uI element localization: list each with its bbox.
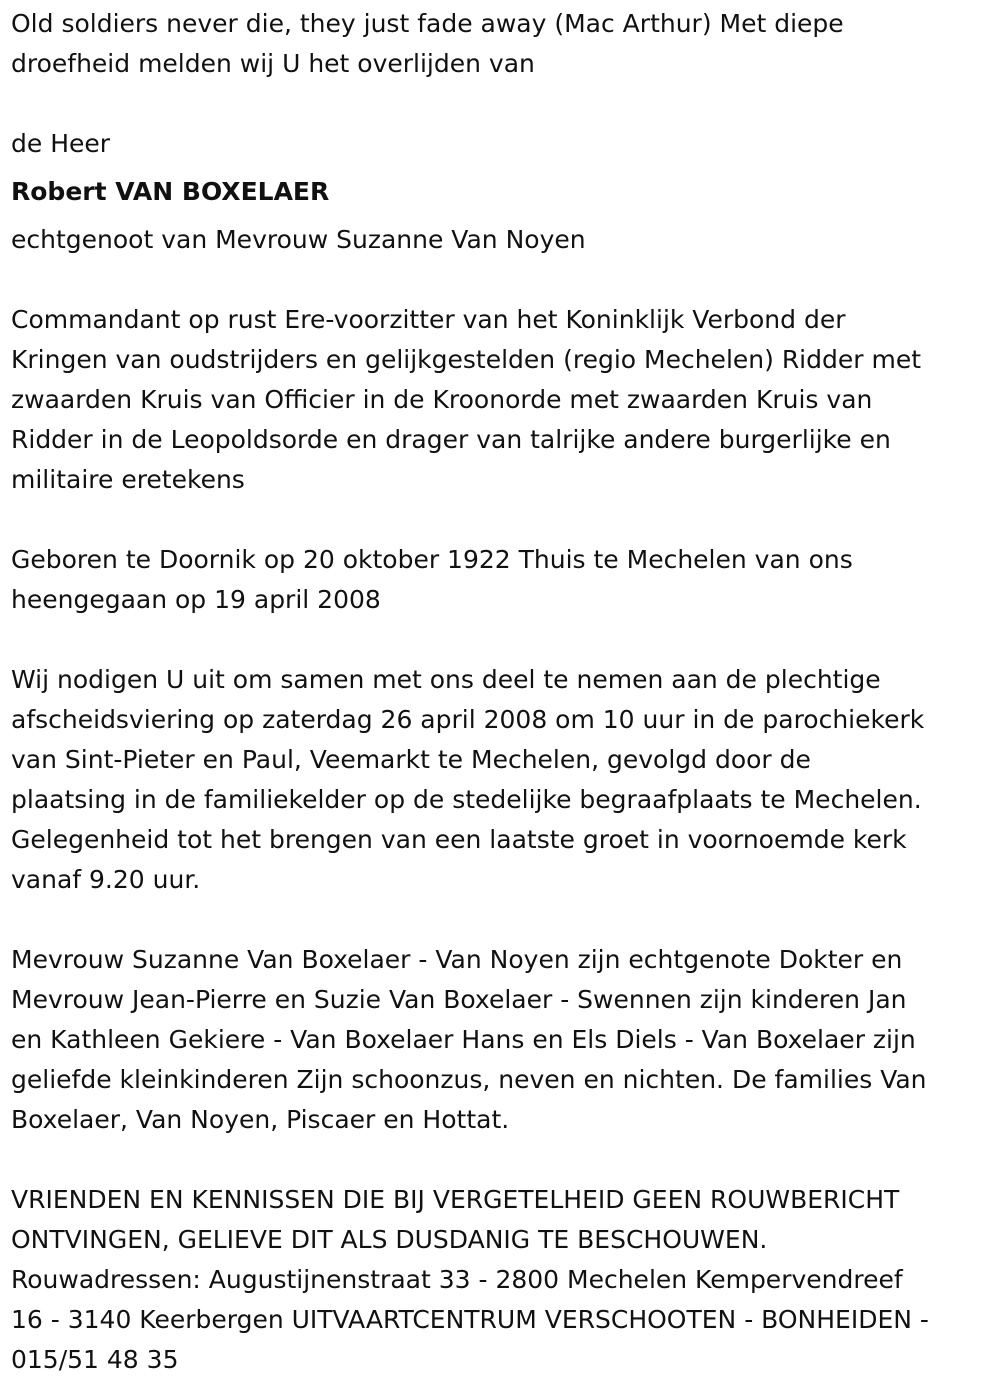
closing-line: Rouwadressen: Augustijnenstraat 33 - 2800 Mechelen Kempervendreef [11,1265,903,1294]
family-line: Mevrouw Jean-Pierre en Suzie Van Boxelaer - Swennen zijn kinderen Jan [11,985,907,1014]
honors-line: Ridder in de Leopoldsorde en drager van talrijke andere burgerlijke en [11,425,891,454]
honors-line: militaire eretekens [11,465,245,494]
closing-line: 16 - 3140 Keerbergen UITVAARTCENTRUM VERSCHOOTEN - BONHEIDEN - [11,1305,929,1334]
honors-line: zwaarden Kruis van Officier in de Kroonorde met zwaarden Kruis van [11,385,873,414]
closing-line: 015/51 48 35 [11,1345,179,1374]
deceased-name: Robert VAN BOXELAER [11,177,330,206]
birth-death-line: Geboren te Doornik op 20 oktober 1922 Thuis te Mechelen van ons [11,545,853,574]
ceremony-line: Gelegenheid tot het brengen van een laatste groet in voornoemde kerk [11,825,907,854]
honors-line: Commandant op rust Ere-voorzitter van het Koninklijk Verbond der [11,305,846,334]
family-line: Mevrouw Suzanne Van Boxelaer - Van Noyen zijn echtgenote Dokter en [11,945,903,974]
family-line: geliefde kleinkinderen Zijn schoonzus, neven en nichten. De families Van [11,1065,927,1094]
honors-line: Kringen van oudstrijders en gelijkgestelden (regio Mechelen) Ridder met [11,345,922,374]
intro-line: droefheid melden wij U het overlijden van [11,49,535,78]
family-line: Boxelaer, Van Noyen, Piscaer en Hottat. [11,1105,510,1134]
honors-paragraph [11,300,991,500]
ceremony-paragraph [11,660,991,900]
closing-line: VRIENDEN EN KENNISSEN DIE BIJ VERGETELHEID GEEN ROUWBERICHT [11,1185,900,1214]
ceremony-line: plaatsing in de familiekelder op de stedelijke begraafplaats te Mechelen. [11,785,922,814]
ceremony-line: Wij nodigen U uit om samen met ons deel te nemen aan de plechtige [11,665,881,694]
honorific: de Heer [11,129,111,158]
spouse-line: echtgenoot van Mevrouw Suzanne Van Noyen [11,225,586,254]
birth-death-line: heengegaan op 19 april 2008 [11,585,381,614]
intro-line: Old soldiers never die, they just fade away (Mac Arthur) Met diepe [11,9,844,38]
ceremony-line: vanaf 9.20 uur. [11,865,201,894]
birth-death-paragraph [11,540,991,620]
ceremony-line: van Sint-Pieter en Paul, Veemarkt te Mechelen, gevolgd door de [11,745,811,774]
ceremony-line: afscheidsviering op zaterdag 26 april 2008 om 10 uur in de parochiekerk [11,705,925,734]
family-line: en Kathleen Gekiere - Van Boxelaer Hans en Els Diels - Van Boxelaer zijn [11,1025,916,1054]
closing-line: ONTVINGEN, GELIEVE DIT ALS DUSDANIG TE BESCHOUWEN. [11,1225,768,1254]
closing-paragraph [11,1180,991,1380]
obituary-document [11,4,991,1380]
family-paragraph [11,940,991,1140]
intro-paragraph [11,4,991,84]
